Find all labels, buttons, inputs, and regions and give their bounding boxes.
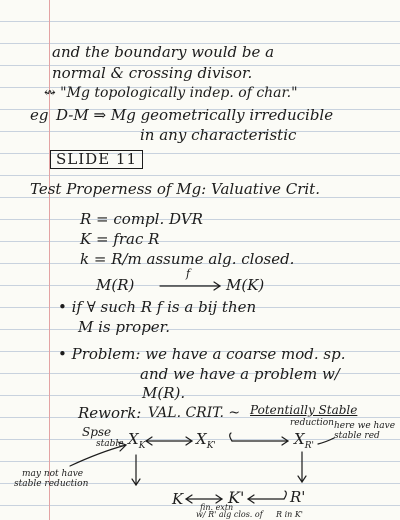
bullet-2-line-c: M(R). [142, 384, 186, 402]
note-line-3: ↭ "Mg topologically indep. of char." [44, 85, 298, 101]
curve-XRprime-subscript: R' [304, 441, 314, 451]
pointer-arrow-icon [70, 445, 126, 466]
slide-label: SLIDE 11 [50, 150, 143, 169]
curve-XKprime-symbol: X [196, 430, 207, 448]
spse-label: Spse [82, 425, 112, 439]
note-line-4: D-M ⇒ Mg geometrically irreducible [56, 106, 334, 124]
rework-criterion: VAL. CRIT. ~ [148, 405, 241, 421]
bullet-2-line-a: • Problem: we have a coarse mod. sp. [58, 345, 346, 363]
here-note-line-b: stable red [334, 431, 380, 441]
bullet-2-line-b: and we have a problem w/ [140, 365, 340, 383]
note-line-4-prefix: eg [30, 106, 49, 124]
note-pointer-icon [318, 438, 334, 444]
alg-closure-note-a: w/ R' alg clos. of [196, 510, 263, 519]
definition-k: k = R/m assume alg. closed. [80, 250, 295, 268]
potentially-stable-label: Potentially Stable [250, 403, 358, 417]
rework-label: Rework: [78, 404, 142, 422]
definition-R: R = compl. DVR [80, 210, 203, 228]
note-line-1: and the boundary would be a [52, 43, 275, 61]
may-not-note-line-b: stable reduction [14, 479, 89, 489]
map-f-label: f [186, 267, 191, 280]
note-line-5: in any characteristic [140, 126, 297, 144]
curve-XK-symbol: X [128, 430, 139, 448]
alg-closure-note-b: R in K' [276, 510, 303, 519]
section-heading: Test Properness of Mg: Valuative Crit. [30, 180, 320, 198]
curve-XK-subscript: K [138, 441, 146, 451]
map-target: M(K) [226, 276, 265, 294]
definition-K: K = frac R [80, 230, 160, 248]
reduction-label: reduction [290, 418, 334, 428]
finite-extension-note: fin. extn [200, 503, 234, 512]
bullet-1-line-b: M is proper. [78, 318, 170, 336]
curve-XKprime-subscript: K' [206, 441, 216, 451]
note-line-2: normal & crossing divisor. [52, 64, 253, 82]
map-source: M(R) [96, 276, 135, 294]
curve-XRprime-symbol: X [294, 430, 305, 448]
here-note-line-a: here we have [334, 421, 396, 431]
may-not-note-line-a: may not have [22, 469, 84, 479]
ring-Rprime: R' [290, 488, 306, 506]
field-K: K [172, 490, 184, 508]
bullet-1-line-a: • if ∀ such R f is a bij then [58, 298, 257, 316]
stable-label: stable [96, 439, 124, 449]
field-Kprime: K' [228, 488, 245, 507]
